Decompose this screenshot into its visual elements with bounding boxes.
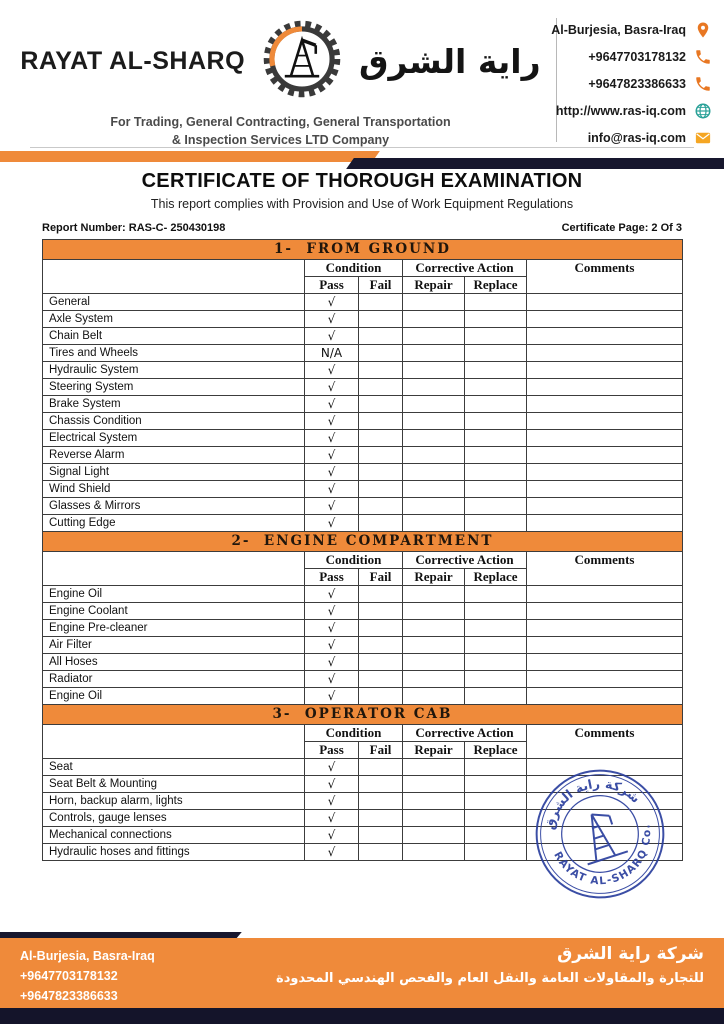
comments-cell <box>527 481 683 498</box>
repair-cell <box>403 294 465 311</box>
comments-cell <box>527 362 683 379</box>
table-row <box>43 464 683 481</box>
item-label: Air Filter <box>43 637 305 654</box>
pass-header: Pass <box>305 277 359 294</box>
comments-cell <box>527 620 683 637</box>
item-column-header <box>43 260 305 294</box>
location-icon <box>694 21 712 39</box>
fail-cell <box>359 362 403 379</box>
table-row <box>43 637 683 654</box>
replace-cell <box>465 844 527 861</box>
item-label: Wind Shield <box>43 481 305 498</box>
replace-header: Replace <box>465 742 527 759</box>
fail-cell <box>359 430 403 447</box>
fail-cell <box>359 345 403 362</box>
fail-cell <box>359 294 403 311</box>
repair-cell <box>403 430 465 447</box>
company-logo-area <box>20 16 541 149</box>
item-label: Hydraulic System <box>43 362 305 379</box>
comments-cell <box>527 345 683 362</box>
fail-header: Fail <box>359 569 403 586</box>
replace-header: Replace <box>465 277 527 294</box>
repair-cell <box>403 586 465 603</box>
repair-cell <box>403 464 465 481</box>
table-row <box>43 515 683 532</box>
comments-cell <box>527 379 683 396</box>
replace-cell <box>465 603 527 620</box>
repair-cell <box>403 396 465 413</box>
contact-list <box>516 18 712 153</box>
pass-cell: √ <box>305 515 359 532</box>
phone-icon <box>694 48 712 66</box>
footer-contact-block <box>20 946 155 1006</box>
replace-cell <box>465 396 527 413</box>
item-label: Seat <box>43 759 305 776</box>
fail-cell <box>359 844 403 861</box>
fail-cell <box>359 776 403 793</box>
replace-cell <box>465 515 527 532</box>
replace-cell <box>465 688 527 705</box>
repair-cell <box>403 793 465 810</box>
fail-cell <box>359 603 403 620</box>
contact-phone-1: +9647703178132 <box>516 45 712 68</box>
comments-cell <box>527 447 683 464</box>
bottom-navy-bar <box>0 1008 724 1024</box>
item-label: Glasses & Mirrors <box>43 498 305 515</box>
comments-cell <box>527 671 683 688</box>
footer <box>0 938 724 1008</box>
fail-cell <box>359 620 403 637</box>
pass-cell: √ <box>305 827 359 844</box>
comments-cell <box>527 654 683 671</box>
repair-header: Repair <box>403 277 465 294</box>
repair-cell <box>403 498 465 515</box>
section-title: 2- ENGINE COMPARTMENT <box>43 532 683 552</box>
pass-cell: √ <box>305 637 359 654</box>
item-label: Mechanical connections <box>43 827 305 844</box>
footer-phone-1: +9647703178132 <box>20 969 118 983</box>
globe-icon <box>694 102 712 120</box>
item-label: Cutting Edge <box>43 515 305 532</box>
repair-cell <box>403 688 465 705</box>
replace-cell <box>465 776 527 793</box>
fail-cell <box>359 671 403 688</box>
replace-cell <box>465 827 527 844</box>
item-label: Radiator <box>43 671 305 688</box>
corrective-action-header: Corrective Action <box>403 260 527 277</box>
replace-header: Replace <box>465 569 527 586</box>
section-header-row <box>43 240 683 260</box>
report-meta-row <box>42 222 682 234</box>
gear-derrick-logo-icon <box>259 16 345 107</box>
table-row <box>43 671 683 688</box>
section-header-row <box>43 705 683 725</box>
replace-cell <box>465 759 527 776</box>
section-title: 3- OPERATOR CAB <box>43 705 683 725</box>
pass-cell: √ <box>305 362 359 379</box>
pass-cell: √ <box>305 620 359 637</box>
replace-cell <box>465 586 527 603</box>
condition-header: Condition <box>305 260 403 277</box>
table-row <box>43 498 683 515</box>
page-title: CERTIFICATE OF THOROUGH EXAMINATION <box>141 170 583 192</box>
stamp-derrick-icon <box>573 807 627 864</box>
replace-cell <box>465 311 527 328</box>
replace-cell <box>465 362 527 379</box>
contact-phone-2: +9647823386633 <box>516 72 712 95</box>
repair-cell <box>403 844 465 861</box>
table-row <box>43 396 683 413</box>
stamp-english-text: RAYAT AL-SHARQ Co. <box>551 822 654 888</box>
fail-cell <box>359 827 403 844</box>
item-label: Steering System <box>43 379 305 396</box>
pass-cell: √ <box>305 759 359 776</box>
corrective-action-header: Corrective Action <box>403 725 527 742</box>
footer-company-name-arabic: شركة راية الشرق <box>557 944 704 964</box>
repair-cell <box>403 379 465 396</box>
item-label: Hydraulic hoses and fittings <box>43 844 305 861</box>
navy-stripe <box>346 158 724 169</box>
fail-cell <box>359 413 403 430</box>
pass-cell: √ <box>305 776 359 793</box>
pass-cell: √ <box>305 464 359 481</box>
fail-cell <box>359 759 403 776</box>
pass-cell: √ <box>305 793 359 810</box>
comments-cell <box>527 328 683 345</box>
fail-cell <box>359 586 403 603</box>
replace-cell <box>465 447 527 464</box>
replace-cell <box>465 328 527 345</box>
pass-cell: √ <box>305 810 359 827</box>
corrective-action-header: Corrective Action <box>403 552 527 569</box>
stamp-arabic-text: شركة راية الشرق <box>541 775 644 831</box>
comments-cell <box>527 464 683 481</box>
comments-cell <box>527 311 683 328</box>
comments-header: Comments <box>527 552 683 586</box>
table-row <box>43 345 683 362</box>
certificate-page-label: Certificate Page: 2 Of 3 <box>561 222 682 234</box>
page-subtitle: This report complies with Provision and Use of Work Equipment Regulations <box>150 197 574 211</box>
condition-header: Condition <box>305 552 403 569</box>
replace-cell <box>465 637 527 654</box>
column-group-row <box>43 725 683 742</box>
fail-cell <box>359 793 403 810</box>
item-column-header <box>43 725 305 759</box>
pass-cell: √ <box>305 498 359 515</box>
fail-cell <box>359 396 403 413</box>
repair-cell <box>403 810 465 827</box>
pass-cell: √ <box>305 430 359 447</box>
item-label: Engine Oil <box>43 586 305 603</box>
fail-cell <box>359 447 403 464</box>
replace-cell <box>465 413 527 430</box>
repair-header: Repair <box>403 569 465 586</box>
pass-cell: √ <box>305 328 359 345</box>
repair-cell <box>403 311 465 328</box>
comments-header: Comments <box>527 725 683 759</box>
repair-cell <box>403 620 465 637</box>
replace-cell <box>465 810 527 827</box>
comments-cell <box>527 603 683 620</box>
repair-cell <box>403 413 465 430</box>
item-label: Signal Light <box>43 464 305 481</box>
table-row <box>43 654 683 671</box>
table-row <box>43 481 683 498</box>
fail-cell <box>359 515 403 532</box>
brand-name-arabic: راية الشرق <box>359 42 541 81</box>
fail-cell <box>359 464 403 481</box>
item-label: Reverse Alarm <box>43 447 305 464</box>
comments-cell <box>527 637 683 654</box>
replace-cell <box>465 294 527 311</box>
email-icon <box>694 129 712 147</box>
pass-cell: √ <box>305 396 359 413</box>
table-row <box>43 328 683 345</box>
comments-cell <box>527 498 683 515</box>
repair-cell <box>403 603 465 620</box>
item-label: Seat Belt & Mounting <box>43 776 305 793</box>
pass-cell: √ <box>305 844 359 861</box>
fail-cell <box>359 328 403 345</box>
table-row <box>43 586 683 603</box>
repair-cell <box>403 759 465 776</box>
footer-company-block <box>276 944 704 986</box>
item-label: Axle System <box>43 311 305 328</box>
repair-cell <box>403 447 465 464</box>
header-rule <box>30 147 694 148</box>
repair-cell <box>403 637 465 654</box>
section-header-row <box>43 532 683 552</box>
footer-address: Al-Burjesia, Basra-Iraq <box>20 949 155 963</box>
replace-cell <box>465 379 527 396</box>
repair-cell <box>403 481 465 498</box>
item-label: Chassis Condition <box>43 413 305 430</box>
brand-name-english: RAYAT AL-SHARQ <box>20 47 246 75</box>
item-label: Tires and Wheels <box>43 345 305 362</box>
pass-cell: √ <box>305 379 359 396</box>
item-label: Chain Belt <box>43 328 305 345</box>
comments-cell <box>527 430 683 447</box>
repair-cell <box>403 362 465 379</box>
pass-cell: √ <box>305 311 359 328</box>
pass-header: Pass <box>305 569 359 586</box>
table-row <box>43 620 683 637</box>
replace-cell <box>465 671 527 688</box>
fail-header: Fail <box>359 742 403 759</box>
pass-cell: √ <box>305 603 359 620</box>
pass-cell: √ <box>305 481 359 498</box>
footer-company-description-arabic: للتجارة والمقاولات العامة والنقل العام والفحص الهندسي المحدودة <box>276 971 704 986</box>
condition-header: Condition <box>305 725 403 742</box>
replace-cell <box>465 620 527 637</box>
pass-cell: √ <box>305 688 359 705</box>
comments-cell <box>527 396 683 413</box>
item-label: Brake System <box>43 396 305 413</box>
comments-cell <box>527 294 683 311</box>
item-column-header <box>43 552 305 586</box>
replace-cell <box>465 481 527 498</box>
table-row <box>43 413 683 430</box>
table-row <box>43 447 683 464</box>
pass-cell: √ <box>305 654 359 671</box>
comments-cell <box>527 413 683 430</box>
fail-cell <box>359 654 403 671</box>
replace-cell <box>465 430 527 447</box>
comments-cell <box>527 688 683 705</box>
item-label: Engine Pre-cleaner <box>43 620 305 637</box>
table-row <box>43 603 683 620</box>
item-label: General <box>43 294 305 311</box>
replace-cell <box>465 345 527 362</box>
fail-cell <box>359 810 403 827</box>
column-group-row <box>43 260 683 277</box>
replace-cell <box>465 464 527 481</box>
pass-header: Pass <box>305 742 359 759</box>
pass-cell: √ <box>305 671 359 688</box>
item-label: Engine Coolant <box>43 603 305 620</box>
comments-header: Comments <box>527 260 683 294</box>
contact-email: info@ras-iq.com <box>516 126 712 149</box>
pass-cell: N/A <box>305 345 359 362</box>
replace-cell <box>465 498 527 515</box>
item-label: Controls, gauge lenses <box>43 810 305 827</box>
repair-cell <box>403 827 465 844</box>
fail-cell <box>359 688 403 705</box>
table-row <box>43 362 683 379</box>
item-label: Engine Oil <box>43 688 305 705</box>
company-tagline: For Trading, General Contracting, General Transportation & Inspection Services LTD Company <box>110 115 451 147</box>
contact-website: http://www.ras-iq.com <box>516 99 712 122</box>
pass-cell: √ <box>305 447 359 464</box>
repair-cell <box>403 776 465 793</box>
repair-cell <box>403 328 465 345</box>
fail-cell <box>359 637 403 654</box>
report-number: Report Number: RAS-C- 250430198 <box>42 222 226 234</box>
repair-cell <box>403 671 465 688</box>
repair-header: Repair <box>403 742 465 759</box>
contact-address: Al-Burjesia, Basra-Iraq <box>516 18 712 41</box>
repair-cell <box>403 654 465 671</box>
phone-icon <box>694 75 712 93</box>
column-group-row <box>43 552 683 569</box>
table-row <box>43 379 683 396</box>
fail-cell <box>359 379 403 396</box>
fail-cell <box>359 311 403 328</box>
section-title: 1- FROM GROUND <box>43 240 683 260</box>
footer-phone-2: +9647823386633 <box>20 989 118 1003</box>
repair-cell <box>403 345 465 362</box>
table-row <box>43 430 683 447</box>
fail-cell <box>359 498 403 515</box>
pass-cell: √ <box>305 294 359 311</box>
pass-cell: √ <box>305 586 359 603</box>
item-label: All Hoses <box>43 654 305 671</box>
item-label: Electrical System <box>43 430 305 447</box>
pass-cell: √ <box>305 413 359 430</box>
table-row <box>43 311 683 328</box>
repair-cell <box>403 515 465 532</box>
table-row <box>43 294 683 311</box>
comments-cell <box>527 515 683 532</box>
comments-cell <box>527 586 683 603</box>
replace-cell <box>465 654 527 671</box>
fail-cell <box>359 481 403 498</box>
table-row <box>43 688 683 705</box>
orange-stripe <box>0 151 380 162</box>
fail-header: Fail <box>359 277 403 294</box>
item-label: Horn, backup alarm, lights <box>43 793 305 810</box>
